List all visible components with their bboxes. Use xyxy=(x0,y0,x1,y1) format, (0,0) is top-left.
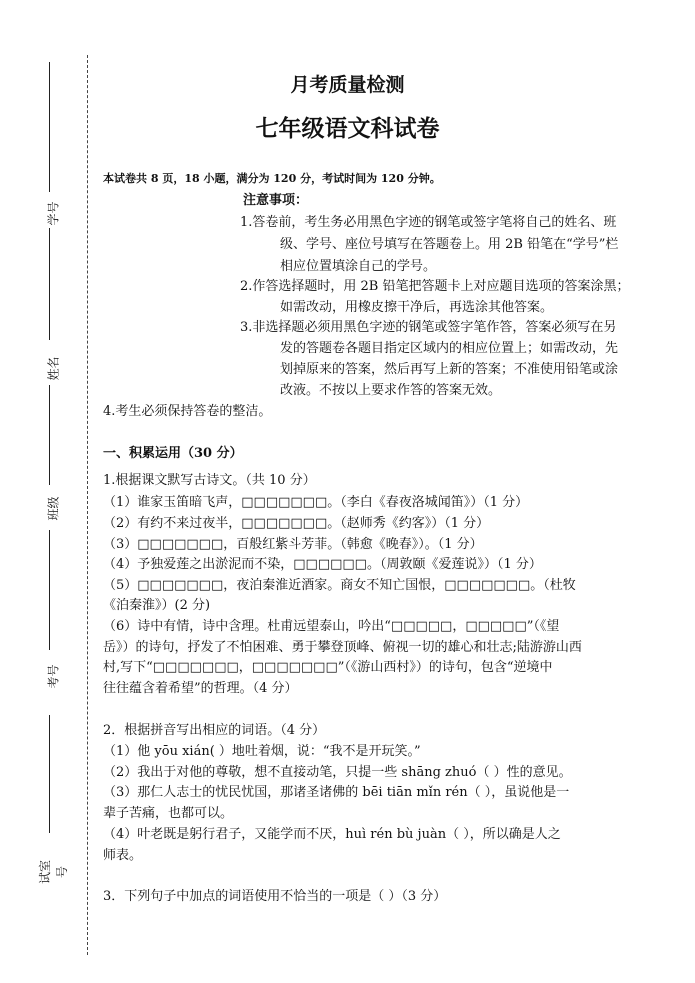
question-2-line: （1）他 yōu xián( ）地吐着烟，说：“我不是开玩笑。” xyxy=(103,744,421,759)
question-1-line: （4）予独爱莲之出淤泥而不染，□□□□□□。（周敦颐《爱莲说》）（1 分） xyxy=(103,557,542,572)
notice-line: 级、学号、座位号填写在答题卷上。用 2B 铅笔在“学号”栏 xyxy=(280,237,619,252)
notice-line: 3.非选择题必须用黑色字迹的钢笔或签字笔作答，答案必须写在另 xyxy=(240,320,617,335)
notice-line: 划掉原来的答案，然后再写上新的答案；不准使用铅笔或涂 xyxy=(280,362,619,377)
question-2-line: （4）叶老既是躬行君子，又能学而不厌，huì rén bù juàn（ ），所以确是人之 xyxy=(103,827,561,842)
question-2-line: （3）那仁人志士的忧民忧国，那诸圣诸佛的 bēi tiān mǐn rén（ ），虽说他是一 xyxy=(103,785,570,800)
notice-heading: 注意事项： xyxy=(243,193,309,208)
question-1-stem: 1.根据课文默写古诗文。（共 10 分） xyxy=(103,473,316,488)
notice-line: 相应位置填涂自己的学号。 xyxy=(280,259,437,274)
exam-room-line xyxy=(49,715,50,833)
question-3-stem: 3．下列句子中加点的词语使用不恰当的一项是（ ）（3 分） xyxy=(103,889,447,904)
question-1-line: 村,写下“□□□□□□□，□□□□□□□”（《游山西村》）的诗句，包含“逆境中 xyxy=(103,660,553,675)
name-line xyxy=(49,228,50,340)
exam-info: 本试卷共 8 页，18 小题，满分为 120 分，考试时间为 120 分钟。 xyxy=(103,172,441,185)
question-1-line: （1）谁家玉笛暗飞声，□□□□□□□。（李白《春夜洛城闻笛》）（1 分） xyxy=(103,495,529,510)
exam-number-label: 考号 xyxy=(46,664,61,689)
question-1-line: （5）□□□□□□□，夜泊秦淮近酒家。商女不知亡国恨，□□□□□□□。（杜牧 xyxy=(103,578,576,593)
notice-line: 1.答卷前，考生务必用黑色字迹的钢笔或签字笔将自己的姓名、班 xyxy=(240,215,617,230)
question-1-line: 岳》）的诗句，抒发了不怕困难、勇于攀登顶峰、俯视一切的雄心和壮志;陆游游山西 xyxy=(103,640,582,655)
question-1-line: 往往蕴含着希望”的哲理。（4 分） xyxy=(103,681,298,696)
student-id-label: 学号 xyxy=(46,201,61,226)
section-heading: 一、积累运用（30 分） xyxy=(103,446,243,461)
question-1-line: （6）诗中有情，诗中含理。杜甫远望泰山，吟出“□□□□□，□□□□□”（《望 xyxy=(103,619,560,634)
question-2-line: 辈子苦痛，也都可以。 xyxy=(103,806,234,821)
question-1-line: （3）□□□□□□□，百般红紫斗芳菲。（韩愈《晚春》）。（1 分） xyxy=(103,537,483,552)
question-2-stem: 2．根据拼音写出相应的词语。（4 分） xyxy=(103,723,326,738)
notice-line: 发的答题卷各题目指定区域内的相应位置上；如需改动，先 xyxy=(280,341,619,356)
question-1-line: （2）有约不来过夜半，□□□□□□□。（赵师秀《约客》）（1 分） xyxy=(103,516,490,531)
exam-number-line xyxy=(49,530,50,650)
question-2-line: （2）我出于对他的尊敬，想不直接动笔，只提一些 shāng zhuó（ ）性的意见。 xyxy=(103,765,572,780)
name-label: 姓名 xyxy=(46,356,61,381)
page-title: 月考质量检测 xyxy=(290,74,405,96)
notice-line: 改液。不按以上要求作答的答案无效。 xyxy=(280,383,502,398)
page-subtitle: 七年级语文科试卷 xyxy=(255,115,440,142)
exam-room-label: 试室号 xyxy=(38,860,69,885)
class-label: 班级 xyxy=(46,496,61,521)
question-2-line: 师表。 xyxy=(103,848,143,863)
notice-line: 如需改动，用橡皮擦干净后，再选涂其他答案。 xyxy=(280,300,554,315)
notice-item-4: 4.考生必须保持答卷的整洁。 xyxy=(103,404,272,419)
class-line xyxy=(49,385,50,485)
binding-dashed-line xyxy=(87,55,88,955)
question-1-line: 《泊秦淮》）(2 分) xyxy=(103,598,211,613)
notice-line: 2.作答选择题时，用 2B 铅笔把答题卡上对应题目选项的答案涂黑； xyxy=(240,279,630,294)
